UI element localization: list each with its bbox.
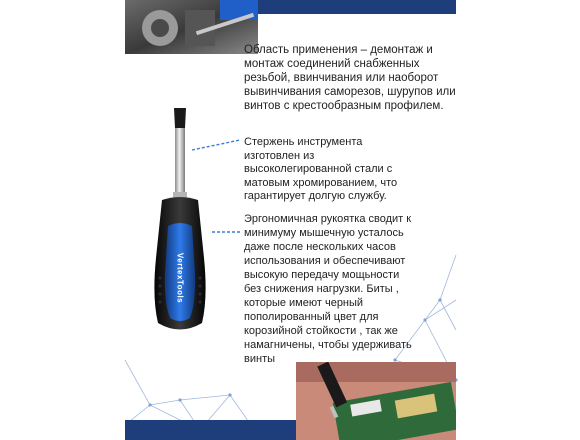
circuit-board-photo: [296, 362, 456, 440]
application-description: Область применения – демонтаж и монтаж соединений снабженных резьбой, ввинчивания или наоборот вывинчивания саморезов, шурупов или винтов с крестообразным профилем.: [244, 44, 456, 112]
shaft-description: Стержень инструмента изготовлен из высоколегированной стали с матовым хромированием, что гарантирует долгую службу.: [244, 136, 398, 202]
screwdriver-image: [140, 108, 220, 343]
handle-description: Эргономичная рукоятка сводит к минимуму мышечную усталось даже после нескольких часов использования и обеспечивают высокую передачу мощьности без снижения нагрузки. Биты , которые имеют черный пополированный цвет для корозийной стойкости , так же намагничены, чтобы удерживать винты: [244, 213, 412, 365]
top-accent-band: [236, 0, 456, 14]
brand-logo: VertexTools: [175, 252, 185, 304]
engine-photo: [125, 0, 258, 54]
